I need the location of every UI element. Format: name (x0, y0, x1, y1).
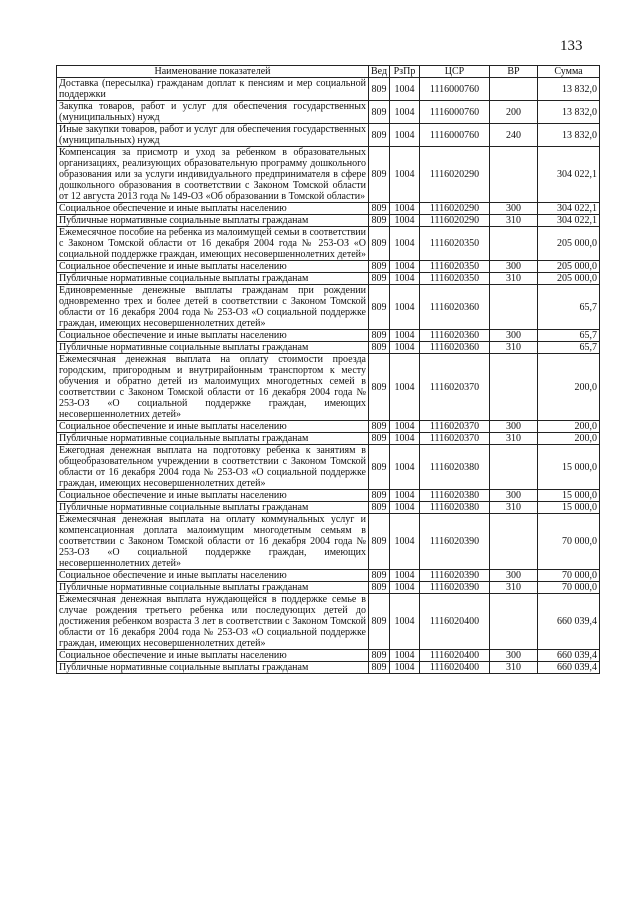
cell-rzpr: 1004 (390, 662, 420, 674)
cell-sum: 65,7 (538, 342, 600, 354)
cell-rzpr: 1004 (390, 285, 420, 330)
cell-vr: 300 (490, 203, 538, 215)
cell-vr: 240 (490, 124, 538, 147)
budget-table (56, 65, 600, 674)
header-csr: ЦСР (420, 66, 490, 78)
header-vr: ВР (490, 66, 538, 78)
cell-name: Публичные нормативные социальные выплаты гражданам (57, 433, 369, 445)
cell-ved: 809 (369, 215, 390, 227)
cell-rzpr: 1004 (390, 215, 420, 227)
cell-csr: 1116020390 (420, 514, 490, 570)
cell-csr: 1116020380 (420, 502, 490, 514)
cell-vr: 300 (490, 330, 538, 342)
cell-name: Иные закупки товаров, работ и услуг для обеспечения государственных (муниципальных) нужд (57, 124, 369, 147)
cell-ved: 809 (369, 273, 390, 285)
table-row (57, 502, 600, 514)
cell-vr: 300 (490, 570, 538, 582)
cell-vr (490, 147, 538, 203)
cell-name: Ежемесячная денежная выплата нуждающейся в поддержке семье в случае рождения третьего ребенка или последующих детей до достижения ребенком возраста 3 лет в соответствии с Законом Томской области от 16 декабря 2004 года № 253-ОЗ «О социальной поддержке граждан, имеющих несовершеннолетних детей» (57, 594, 369, 650)
cell-csr: 1116020360 (420, 330, 490, 342)
cell-ved: 809 (369, 78, 390, 101)
cell-ved: 809 (369, 514, 390, 570)
cell-vr (490, 445, 538, 490)
cell-csr: 1116020390 (420, 582, 490, 594)
cell-csr: 1116000760 (420, 124, 490, 147)
cell-rzpr: 1004 (390, 78, 420, 101)
table-row (57, 570, 600, 582)
cell-rzpr: 1004 (390, 502, 420, 514)
cell-rzpr: 1004 (390, 650, 420, 662)
cell-sum: 660 039,4 (538, 594, 600, 650)
cell-name: Доставка (пересылка) гражданам доплат к пенсиям и мер социальной поддержки (57, 78, 369, 101)
cell-csr: 1116020360 (420, 342, 490, 354)
cell-vr (490, 594, 538, 650)
table-row (57, 594, 600, 650)
table-row (57, 147, 600, 203)
cell-rzpr: 1004 (390, 330, 420, 342)
cell-sum: 205 000,0 (538, 227, 600, 261)
cell-name: Публичные нормативные социальные выплаты гражданам (57, 582, 369, 594)
cell-csr: 1116020380 (420, 445, 490, 490)
cell-name: Ежемесячная денежная выплата на оплату коммунальных услуг и компенсационная доплата малоимущим многодетным семьям в соответствии с Законом Томской области от 16 декабря 2004 года № 253-ОЗ «О социальной поддержке граждан, имеющих несовершеннолетних детей» (57, 514, 369, 570)
cell-name: Социальное обеспечение и иные выплаты населению (57, 261, 369, 273)
cell-csr: 1116020290 (420, 203, 490, 215)
cell-sum: 200,0 (538, 354, 600, 421)
cell-vr (490, 78, 538, 101)
cell-ved: 809 (369, 227, 390, 261)
cell-name: Ежемесячная денежная выплата на оплату стоимости проезда городским, пригородным и внутрирайонным транспортом к месту обучения и обратно детей из малоимущих многодетных семей в соответствии с Законом Томской области от 16 декабря 2004 года № 253-ОЗ «О социальной поддержке граждан, имеющих несовершеннолетних детей» (57, 354, 369, 421)
cell-ved: 809 (369, 502, 390, 514)
cell-ved: 809 (369, 421, 390, 433)
table-row (57, 101, 600, 124)
cell-vr: 300 (490, 650, 538, 662)
cell-ved: 809 (369, 490, 390, 502)
cell-rzpr: 1004 (390, 342, 420, 354)
cell-ved: 809 (369, 101, 390, 124)
cell-sum: 205 000,0 (538, 273, 600, 285)
cell-csr: 1116020400 (420, 650, 490, 662)
cell-sum: 70 000,0 (538, 514, 600, 570)
cell-csr: 1116020370 (420, 354, 490, 421)
cell-csr: 1116020350 (420, 227, 490, 261)
cell-name: Публичные нормативные социальные выплаты гражданам (57, 273, 369, 285)
table-row (57, 227, 600, 261)
table-row (57, 261, 600, 273)
cell-name: Публичные нормативные социальные выплаты гражданам (57, 342, 369, 354)
cell-csr: 1116020380 (420, 490, 490, 502)
cell-ved: 809 (369, 650, 390, 662)
header-name: Наименование показателей (57, 66, 369, 78)
cell-ved: 809 (369, 342, 390, 354)
cell-ved: 809 (369, 124, 390, 147)
cell-name: Ежемесячное пособие на ребенка из малоимущей семьи в соответствии с Законом Томской области от 16 декабря 2004 года № 253-ОЗ «О социальной поддержке граждан, имеющих несовершеннолетних детей» (57, 227, 369, 261)
cell-sum: 200,0 (538, 421, 600, 433)
cell-csr: 1116000760 (420, 78, 490, 101)
table-row (57, 330, 600, 342)
cell-rzpr: 1004 (390, 445, 420, 490)
cell-csr: 1116020390 (420, 570, 490, 582)
cell-ved: 809 (369, 330, 390, 342)
cell-rzpr: 1004 (390, 124, 420, 147)
cell-vr: 310 (490, 215, 538, 227)
cell-vr: 310 (490, 502, 538, 514)
cell-sum: 13 832,0 (538, 78, 600, 101)
cell-sum: 15 000,0 (538, 502, 600, 514)
cell-sum: 660 039,4 (538, 650, 600, 662)
cell-vr: 300 (490, 490, 538, 502)
cell-csr: 1116020370 (420, 433, 490, 445)
cell-name: Компенсация за присмотр и уход за ребенком в образовательных организациях, реализующих образовательную программу дошкольного образования или за услуги индивидуального предпринимателя в сфере дошкольного образования в соответствии с Законом Томской области от 12 августа 2013 года № 149-ОЗ «Об образовании в Томской области» (57, 147, 369, 203)
cell-name: Социальное обеспечение и иные выплаты населению (57, 203, 369, 215)
cell-vr: 200 (490, 101, 538, 124)
cell-sum: 70 000,0 (538, 570, 600, 582)
cell-sum: 304 022,1 (538, 203, 600, 215)
cell-ved: 809 (369, 570, 390, 582)
cell-csr: 1116020290 (420, 147, 490, 203)
table-row (57, 203, 600, 215)
cell-csr: 1116000760 (420, 101, 490, 124)
cell-rzpr: 1004 (390, 203, 420, 215)
cell-sum: 15 000,0 (538, 490, 600, 502)
page-number: 133 (560, 38, 583, 54)
cell-ved: 809 (369, 433, 390, 445)
cell-csr: 1116020400 (420, 594, 490, 650)
cell-vr: 310 (490, 433, 538, 445)
cell-csr: 1116020290 (420, 215, 490, 227)
cell-sum: 65,7 (538, 285, 600, 330)
cell-name: Социальное обеспечение и иные выплаты населению (57, 490, 369, 502)
cell-rzpr: 1004 (390, 147, 420, 203)
table-row (57, 445, 600, 490)
cell-name: Публичные нормативные социальные выплаты гражданам (57, 215, 369, 227)
cell-vr: 310 (490, 273, 538, 285)
table-row (57, 421, 600, 433)
cell-ved: 809 (369, 594, 390, 650)
cell-sum: 304 022,1 (538, 215, 600, 227)
cell-name: Закупка товаров, работ и услуг для обеспечения государственных (муниципальных) нужд (57, 101, 369, 124)
cell-sum: 205 000,0 (538, 261, 600, 273)
cell-name: Социальное обеспечение и иные выплаты населению (57, 650, 369, 662)
cell-rzpr: 1004 (390, 490, 420, 502)
cell-vr: 310 (490, 582, 538, 594)
cell-csr: 1116020400 (420, 662, 490, 674)
cell-ved: 809 (369, 354, 390, 421)
cell-name: Публичные нормативные социальные выплаты гражданам (57, 502, 369, 514)
table-row (57, 514, 600, 570)
cell-rzpr: 1004 (390, 273, 420, 285)
cell-vr: 310 (490, 662, 538, 674)
cell-vr (490, 514, 538, 570)
cell-name: Публичные нормативные социальные выплаты гражданам (57, 662, 369, 674)
table-row (57, 124, 600, 147)
cell-sum: 13 832,0 (538, 101, 600, 124)
cell-csr: 1116020370 (420, 421, 490, 433)
table-row (57, 285, 600, 330)
table-row (57, 650, 600, 662)
cell-sum: 304 022,1 (538, 147, 600, 203)
table-row (57, 78, 600, 101)
cell-vr: 300 (490, 261, 538, 273)
table-header-row (57, 66, 600, 78)
cell-vr (490, 354, 538, 421)
header-ved: Вед (369, 66, 390, 78)
cell-ved: 809 (369, 261, 390, 273)
cell-name: Социальное обеспечение и иные выплаты населению (57, 330, 369, 342)
header-rzpr: РзПр (390, 66, 420, 78)
cell-name: Социальное обеспечение и иные выплаты населению (57, 570, 369, 582)
table-row (57, 490, 600, 502)
cell-ved: 809 (369, 445, 390, 490)
cell-vr: 300 (490, 421, 538, 433)
cell-name: Ежегодная денежная выплата на подготовку ребенка к занятиям в общеобразовательном учреждении в соответствии с Законом Томской области от 16 декабря 2004 года № 253-ОЗ «О социальной поддержке граждан, имеющих несовершеннолетних детей» (57, 445, 369, 490)
cell-rzpr: 1004 (390, 227, 420, 261)
table-row (57, 433, 600, 445)
table-row (57, 354, 600, 421)
cell-rzpr: 1004 (390, 570, 420, 582)
cell-rzpr: 1004 (390, 433, 420, 445)
header-sum: Сумма (538, 66, 600, 78)
table-row (57, 582, 600, 594)
cell-csr: 1116020360 (420, 285, 490, 330)
cell-vr (490, 285, 538, 330)
cell-rzpr: 1004 (390, 101, 420, 124)
cell-ved: 809 (369, 285, 390, 330)
cell-name: Единовременные денежные выплаты гражданам при рождении одновременно трех и более детей в соответствии с Законом Томской области от 16 декабря 2004 года № 253-ОЗ «О социальной поддержке граждан, имеющих несовершеннолетних детей» (57, 285, 369, 330)
cell-rzpr: 1004 (390, 594, 420, 650)
table-row (57, 273, 600, 285)
cell-sum: 65,7 (538, 330, 600, 342)
cell-ved: 809 (369, 147, 390, 203)
cell-vr: 310 (490, 342, 538, 354)
cell-rzpr: 1004 (390, 354, 420, 421)
cell-name: Социальное обеспечение и иные выплаты населению (57, 421, 369, 433)
table-row (57, 342, 600, 354)
cell-csr: 1116020350 (420, 273, 490, 285)
cell-rzpr: 1004 (390, 261, 420, 273)
cell-csr: 1116020350 (420, 261, 490, 273)
cell-sum: 660 039,4 (538, 662, 600, 674)
cell-sum: 15 000,0 (538, 445, 600, 490)
cell-sum: 70 000,0 (538, 582, 600, 594)
cell-rzpr: 1004 (390, 514, 420, 570)
cell-vr (490, 227, 538, 261)
cell-sum: 13 832,0 (538, 124, 600, 147)
cell-rzpr: 1004 (390, 421, 420, 433)
table-row (57, 215, 600, 227)
cell-sum: 200,0 (538, 433, 600, 445)
cell-ved: 809 (369, 662, 390, 674)
table-row (57, 662, 600, 674)
cell-rzpr: 1004 (390, 582, 420, 594)
cell-ved: 809 (369, 582, 390, 594)
cell-ved: 809 (369, 203, 390, 215)
